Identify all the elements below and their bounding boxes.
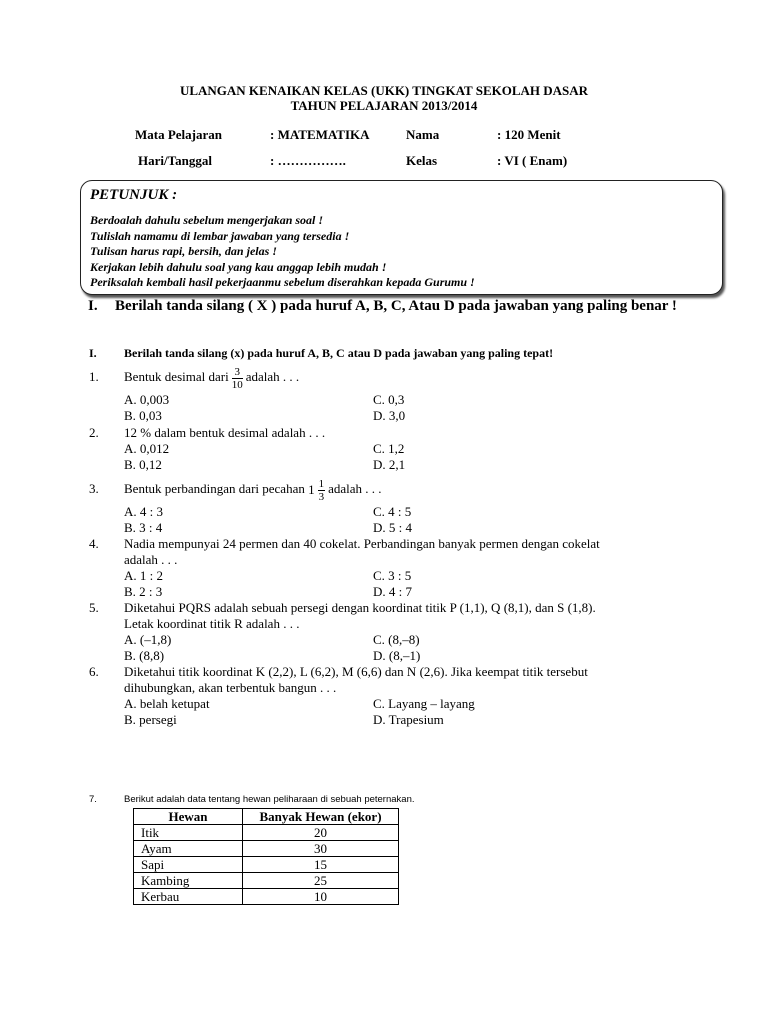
instructions-box xyxy=(80,180,723,295)
option-a[interactable]: A. belah ketupat xyxy=(124,696,210,711)
mixed-whole: 1 xyxy=(308,482,315,498)
hari-label: Hari/Tanggal xyxy=(138,153,212,168)
kelas-label: Kelas xyxy=(406,153,438,168)
table-cell-hewan: Itik xyxy=(134,825,243,841)
fraction xyxy=(232,366,243,391)
table-cell-jumlah: 20 xyxy=(243,825,399,841)
option-d[interactable]: D. 4 : 7 xyxy=(373,584,412,599)
table-row xyxy=(134,857,399,873)
table-cell-hewan: Ayam xyxy=(134,841,243,857)
question-text-line2: dihubungkan, akan terbentuk bangun . . . xyxy=(124,680,337,695)
question-number: 2. xyxy=(89,425,99,440)
option-b[interactable]: B. 0,12 xyxy=(124,457,162,472)
option-d[interactable]: D. 5 : 4 xyxy=(373,520,412,535)
table-row xyxy=(134,873,399,889)
nama-value: : 120 Menit xyxy=(497,127,561,142)
header-year: TAHUN PELAJARAN 2013/2014 xyxy=(290,98,478,113)
option-c[interactable]: C. Layang – layang xyxy=(373,696,475,711)
mapel-label: Mata Pelajaran xyxy=(135,127,223,142)
table-header-banyak: Banyak Hewan (ekor) xyxy=(243,809,399,825)
animal-data-table xyxy=(133,808,399,905)
option-d[interactable]: D. 2,1 xyxy=(373,457,406,472)
mapel-value: : MATEMATIKA xyxy=(270,127,370,142)
instructions-title: PETUNJUK : xyxy=(90,187,178,203)
question-text-before: Bentuk desimal dari xyxy=(124,369,229,384)
hari-value: : ……………. xyxy=(270,153,346,168)
question-text-after: adalah . . . xyxy=(245,369,300,384)
question-number: 3. xyxy=(89,481,99,496)
option-a[interactable]: A. 0,003 xyxy=(124,392,170,407)
option-a[interactable]: A. 4 : 3 xyxy=(124,504,163,519)
question-number: 4. xyxy=(89,536,99,551)
question-7-text: Berikut adalah data tentang hewan peliharaan di sebuah peternakan. xyxy=(124,794,415,805)
option-a[interactable]: A. 0,012 xyxy=(124,441,170,456)
table-row xyxy=(134,889,399,905)
question-text xyxy=(124,474,382,505)
nama-label: Nama xyxy=(406,127,440,142)
section-number: I. xyxy=(88,298,98,314)
question-text xyxy=(124,362,299,392)
subsection-instruction: Berilah tanda silang (x) pada huruf A, B, C atau D pada jawaban yang paling tepat! xyxy=(124,346,554,360)
question-text-after: adalah . . . xyxy=(328,481,382,496)
option-b[interactable]: B. 0,03 xyxy=(124,408,162,423)
subsection-number: I. xyxy=(89,346,97,360)
option-c[interactable]: C. 4 : 5 xyxy=(373,504,412,519)
question-text-line1: Nadia mempunyai 24 permen dan 40 cokelat. Perbandingan banyak permen dengan cokelat xyxy=(124,536,600,551)
section-instruction: Berilah tanda silang ( X ) pada huruf A, B, C, Atau D pada jawaban yang paling benar ! xyxy=(115,298,677,314)
table-cell-jumlah: 30 xyxy=(243,841,399,857)
option-b[interactable]: B. 3 : 4 xyxy=(124,520,163,535)
table-header-hewan: Hewan xyxy=(134,809,243,825)
question-text-line2: adalah . . . xyxy=(124,552,178,567)
fraction-denominator: 10 xyxy=(231,378,243,391)
table-row xyxy=(134,841,399,857)
instruction-line: Periksalah kembali hasil pekerjaanmu sebelum diserahkan kepada Gurumu ! xyxy=(90,275,475,289)
question-text-line1: Diketahui titik koordinat K (2,2), L (6,2), M (6,6) dan N (2,6). Jika keempat titik tersebut xyxy=(124,664,588,679)
section-subheading xyxy=(89,346,554,361)
option-b[interactable]: B. (8,8) xyxy=(124,648,165,663)
option-b[interactable]: B. 2 : 3 xyxy=(124,584,163,599)
table-cell-jumlah: 25 xyxy=(243,873,399,889)
option-c[interactable]: C. 3 : 5 xyxy=(373,568,412,583)
fraction-numerator: 1 xyxy=(318,477,325,490)
question-number: 6. xyxy=(89,664,99,679)
question-number: 5. xyxy=(89,600,99,615)
table-cell-jumlah: 10 xyxy=(243,889,399,905)
table-cell-hewan: Kambing xyxy=(134,873,243,889)
option-a[interactable]: A. (–1,8) xyxy=(124,632,172,647)
table-header-row xyxy=(134,809,399,825)
instruction-line: Kerjakan lebih dahulu soal yang kau anggap lebih mudah ! xyxy=(90,259,387,274)
fraction xyxy=(318,478,326,503)
instructions-list xyxy=(90,213,475,291)
instruction-line: Tulisan harus rapi, bersih, dan jelas ! xyxy=(90,244,277,258)
table-cell-hewan: Kerbau xyxy=(134,889,243,905)
question-text-line1: Diketahui PQRS adalah sebuah persegi dengan koordinat titik P (1,1), Q (8,1), dan S (1,8). xyxy=(124,600,596,615)
instruction-line: Tulislah namamu di lembar jawaban yang tersedia ! xyxy=(90,228,350,243)
fraction-numerator: 3 xyxy=(232,366,243,379)
kelas-value: : VI ( Enam) xyxy=(497,153,568,168)
option-c[interactable]: C. 0,3 xyxy=(373,392,405,407)
option-d[interactable]: D. (8,–1) xyxy=(373,648,421,663)
option-c[interactable]: C. (8,–8) xyxy=(373,632,420,647)
option-a[interactable]: A. 1 : 2 xyxy=(124,568,163,583)
fraction-denominator: 3 xyxy=(318,490,325,503)
question-text-before: Bentuk perbandingan dari pecahan xyxy=(124,481,305,496)
table-cell-jumlah: 15 xyxy=(243,857,399,873)
question-text-line2: Letak koordinat titik R adalah . . . xyxy=(124,616,300,631)
header-title: ULANGAN KENAIKAN KELAS (UKK) TINGKAT SEKOLAH DASAR xyxy=(179,83,589,98)
table-cell-hewan: Sapi xyxy=(134,857,243,873)
option-c[interactable]: C. 1,2 xyxy=(373,441,405,456)
option-d[interactable]: D. 3,0 xyxy=(373,408,406,423)
question-number: 1. xyxy=(89,369,99,384)
option-d[interactable]: D. Trapesium xyxy=(373,712,444,727)
instruction-line: Berdoalah dahulu sebelum mengerjakan soal ! xyxy=(90,213,324,227)
table-row xyxy=(134,825,399,841)
question-text: 12 % dalam bentuk desimal adalah . . . xyxy=(124,425,326,440)
option-b[interactable]: B. persegi xyxy=(124,712,177,727)
exam-header xyxy=(0,83,768,113)
question-7-number: 7. xyxy=(89,794,97,805)
